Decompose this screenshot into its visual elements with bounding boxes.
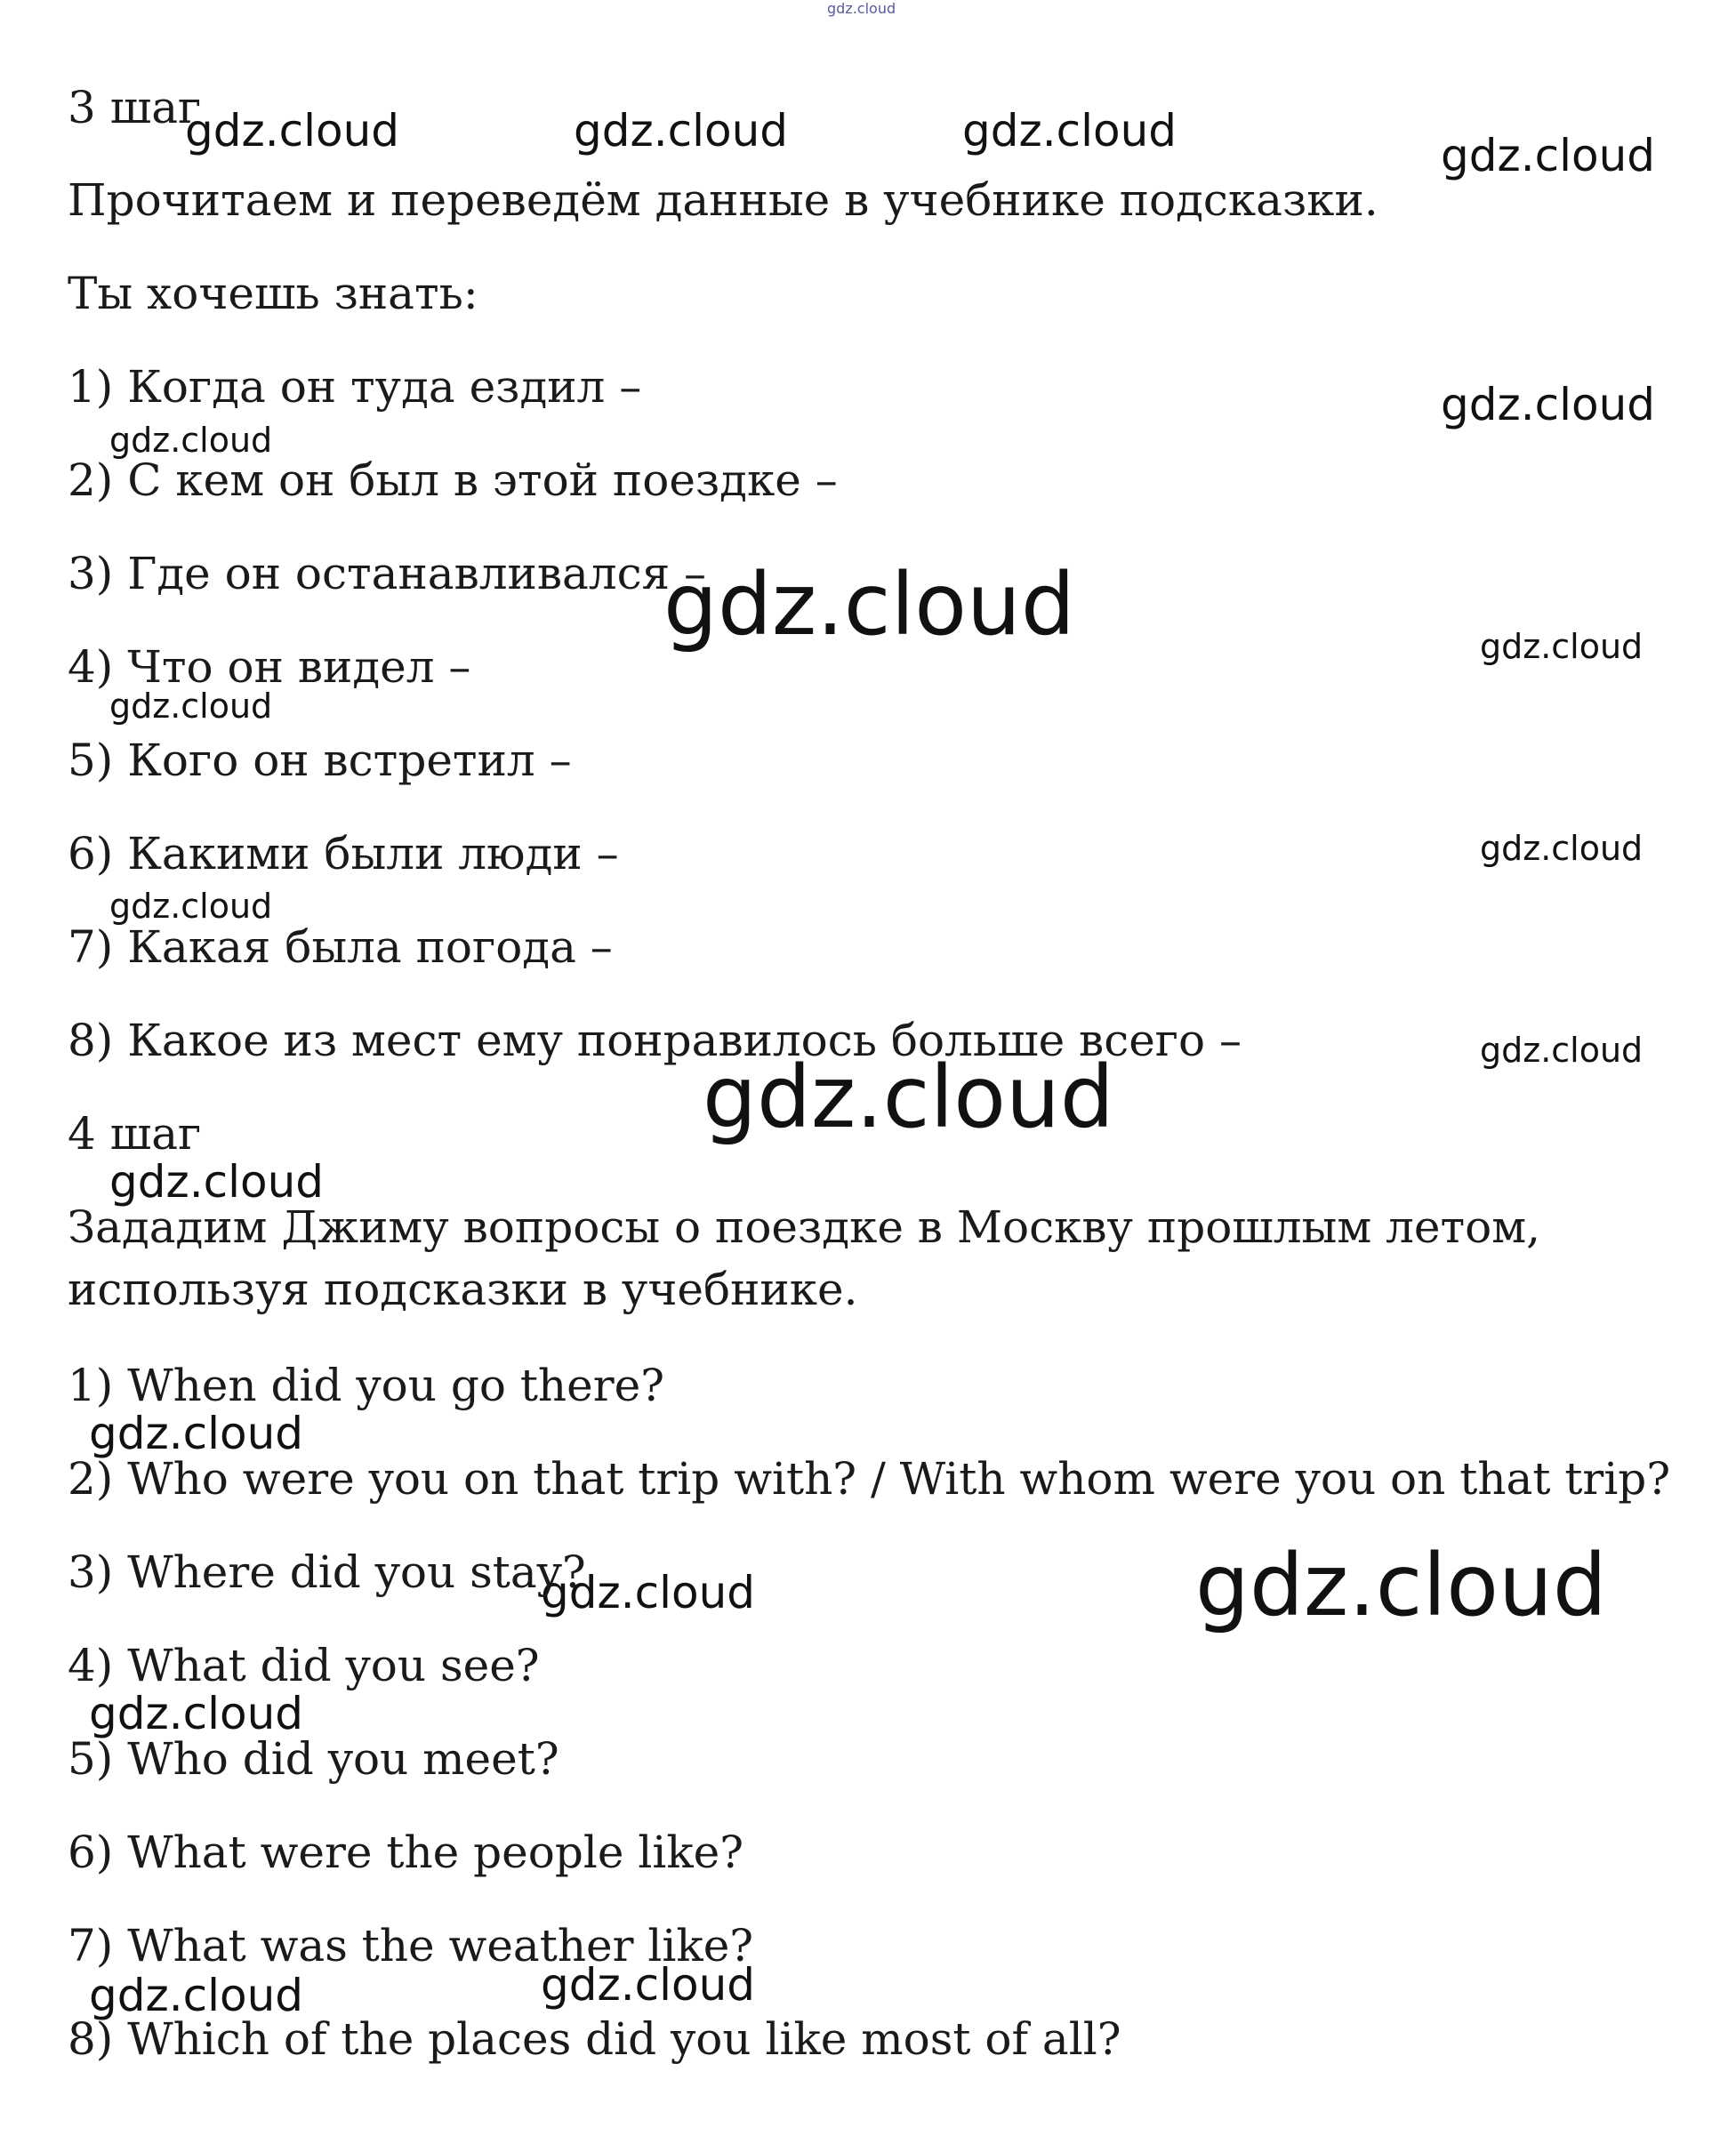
step3-item-4: 4) Что он видел – xyxy=(68,641,471,693)
watermark: gdz.cloud xyxy=(185,105,400,157)
watermark: gdz.cloud xyxy=(541,1567,756,1618)
watermark: gdz.cloud xyxy=(663,555,1075,654)
watermark: gdz.cloud xyxy=(962,105,1177,157)
step3-item-3: 3) Где он останавливался – xyxy=(68,548,707,599)
step4-item-1: 1) When did you go there? xyxy=(68,1360,665,1411)
step3-item-5: 5) Кого он встретил – xyxy=(68,735,572,786)
watermark: gdz.cloud xyxy=(89,1408,304,1459)
step4-intro: Зададим Джиму вопросы о поездке в Москву прошлым летом, используя подсказки в учебнике. xyxy=(68,1201,1541,1315)
watermark: gdz.cloud xyxy=(89,1970,304,2021)
step3-heading: 3 шаг xyxy=(68,82,202,133)
step3-intro: Прочитаем и переведём данные в учебнике подсказки. xyxy=(68,174,1378,226)
step4-item-2: 2) Who were you on that trip with? / With whom were you on that trip? xyxy=(68,1453,1671,1505)
watermark: gdz.cloud xyxy=(1195,1536,1607,1635)
watermark: gdz.cloud xyxy=(89,1688,304,1739)
watermark: gdz.cloud xyxy=(1441,379,1656,430)
step4-item-5: 5) Who did you meet? xyxy=(68,1733,559,1785)
watermark: gdz.cloud xyxy=(1441,130,1656,181)
watermark: gdz.cloud xyxy=(109,1156,325,1208)
watermark: gdz.cloud xyxy=(109,421,273,460)
watermark: gdz.cloud xyxy=(541,1959,756,2011)
step3-item-1: 1) Когда он туда ездил – xyxy=(68,361,642,413)
watermark: gdz.cloud xyxy=(1480,627,1644,666)
step4-heading: 4 шаг xyxy=(68,1108,202,1160)
watermark: gdz.cloud xyxy=(109,887,273,926)
step3-subheading: Ты хочешь знать: xyxy=(68,268,478,319)
watermark: gdz.cloud xyxy=(574,105,789,157)
watermark: gdz.cloud xyxy=(1480,829,1644,868)
step4-item-4: 4) What did you see? xyxy=(68,1640,540,1691)
step3-item-2: 2) С кем он был в этой поездке – xyxy=(68,454,838,506)
step3-item-7: 7) Какая была погода – xyxy=(68,921,613,973)
step3-item-8: 8) Какое из мест ему понравилось больше всего – xyxy=(68,1015,1242,1066)
watermark: gdz.cloud xyxy=(703,1048,1114,1147)
step3-item-6: 6) Какими были люди – xyxy=(68,828,619,879)
watermark: gdz.cloud xyxy=(1480,1031,1644,1070)
step4-item-3: 3) Where did you stay? xyxy=(68,1546,586,1598)
step4-item-7: 7) What was the weather like? xyxy=(68,1920,754,1971)
step4-item-6: 6) What were the people like? xyxy=(68,1827,744,1878)
watermark-top: gdz.cloud xyxy=(827,0,896,17)
watermark: gdz.cloud xyxy=(109,687,273,726)
step4-item-8: 8) Which of the places did you like most of all? xyxy=(68,2013,1121,2065)
